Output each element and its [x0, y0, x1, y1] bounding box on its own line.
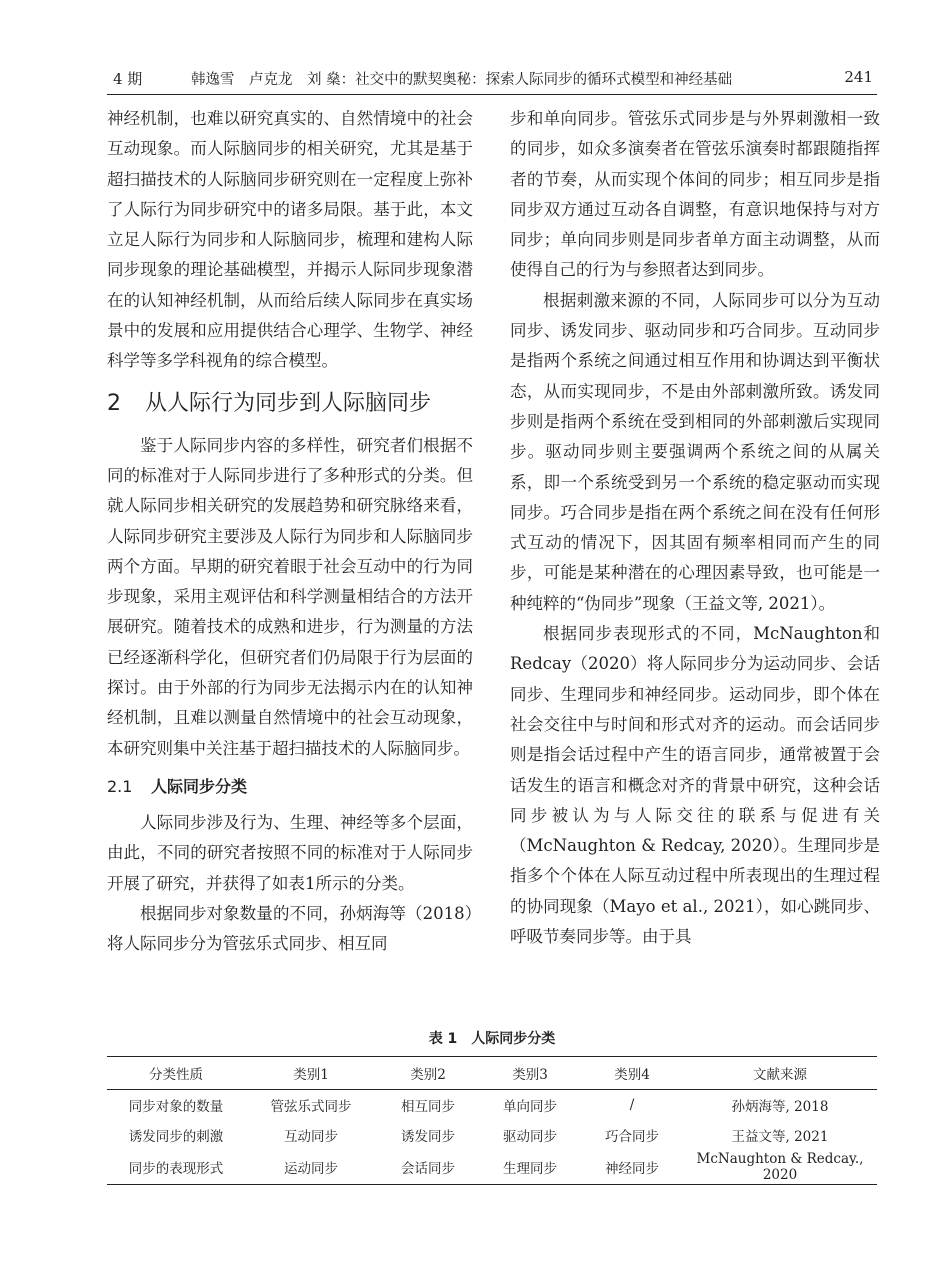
table-cell: 诱发同步: [401, 1129, 455, 1145]
table-cell: 会话同步: [377, 1150, 479, 1185]
table-header: 类别1: [245, 1057, 377, 1090]
subsection-number: 2.1: [107, 776, 133, 796]
table-header: 分类性质: [107, 1057, 245, 1090]
paragraph: 步和单向同步。管弦乐式同步是与外界刺激相一致的同步，如众多演奏者在管弦乐演奏时都跟随指挥者的节奏，从而实现个体间的同步；相互同步是指同步双方通过互动各自调整，有意识地保持与对方同步；单向同步则是同步者单方面主动调整，从而使得自己的行为与参照者达到同步。: [510, 109, 880, 280]
table-cell: 管弦乐式同步: [270, 1099, 352, 1115]
table-cell: 单向同步: [503, 1099, 557, 1115]
running-header: [107, 60, 877, 95]
table-cell: 同步的表现形式: [107, 1150, 245, 1185]
issue-number: 4 期: [113, 70, 143, 88]
subsection-heading: [107, 772, 473, 802]
table-header-row: [107, 1057, 877, 1090]
table-row: [107, 1090, 877, 1121]
table-header: 类别3: [479, 1057, 581, 1090]
table-header: 文献来源: [683, 1057, 877, 1090]
table-header: 类别4: [581, 1057, 683, 1090]
right-column: [510, 104, 880, 952]
table-cell: 同步对象的数量: [128, 1099, 224, 1115]
paragraph: 鉴于人际同步内容的多样性，研究者们根据不同的标准对于人际同步进行了多种形式的分类。但就人际同步相关研究的发展趋势和研究脉络来看，人际同步研究主要涉及人际行为同步和人际脑同步两个方面。早期的研究着眼于社会互动中的行为同步现象，采用主观评估和科学测量相结合的方法开展研究。随着技术的成熟和进步，行为测量的方法已经逐渐科学化，但研究者们仍局限于行为层面的探讨。由于外部的行为同步无法揭示内在的认知神经机制，且难以测量自然情境中的社会互动现象，本研究则集中关注基于超扫描技术的人际脑同步。: [107, 435, 473, 758]
paragraph: 根据刺激来源的不同，人际同步可以分为互动同步、诱发同步、驱动同步和巧合同步。互动同步是指两个系统之间通过相互作用和协调达到平衡状态，从而实现同步，不是由外部刺激所致。诱发同步则是指两个系统在受到相同的外部刺激后实现同步。驱动同步则主要强调两个系统之间的从属关系，即一个系统受到另一个系统的稳定驱动而实现同步。巧合同步是指在两个系统之间在没有任何形式互动的情况下，因其固有频率相同而产生的同步，可能是某种潜在的心理因素导致，也可能是一种纯粹的“伪同步”现象（王益文等, 2021）。: [510, 290, 880, 613]
paragraph: 神经机制，也难以研究真实的、自然情境中的社会互动现象。而人际脑同步的相关研究，尤其是基于超扫描技术的人际脑同步研究则在一定程度上弥补了人际行为同步研究中的诸多局限。基于此，本文立足人际行为同步和人际脑同步，梳理和建构人际同步现象的理论基础模型，并揭示人际同步现象潜在的认知神经机制，从而给后续人际同步在真实场景中的发展和应用提供结合心理学、生物学、神经科学等多学科视角的综合模型。: [107, 109, 473, 371]
table-cell: 巧合同步: [605, 1129, 659, 1145]
paragraph: 人际同步涉及行为、生理、神经等多个层面，由此，不同的研究者按照不同的标准对于人际同步开展了研究，并获得了如表1所示的分类。: [107, 812, 473, 893]
section-title: 从人际行为同步到人际脑同步: [145, 390, 432, 416]
table-cell: 相互同步: [401, 1099, 455, 1115]
classification-table: [107, 1056, 877, 1185]
left-column: [107, 104, 473, 959]
section-number: 2: [107, 390, 121, 416]
table-cell: /: [629, 1097, 635, 1113]
paragraph: 根据同步表现形式的不同，McNaughton和Redcay（2020）将人际同步分为运动同步、会话同步、生理同步和神经同步。运动同步，即个体在社会交往中与时间和形式对齐的运动。而会话同步则是指会话过程中产生的语言同步，通常被置于会话发生的语言和概念对齐的背景中研究，这种会话同步被认为与人际交往的联系与促进有关（McNaughton & Redcay, 2020）。生理同步是指多个个体在人际互动过程中所表现出的生理过程的协同现象（Mayo et al., 2021），如心跳同步、呼吸节奏同步等。由于具: [510, 624, 880, 947]
table-cell: 诱发同步的刺激: [128, 1129, 224, 1145]
table-cell: 孙炳海等, 2018: [731, 1099, 829, 1115]
section-heading: [107, 389, 473, 419]
paragraph: 根据同步对象数量的不同，孙炳海等（2018）将人际同步分为管弦乐式同步、相互同: [107, 903, 473, 954]
table-row: [107, 1120, 877, 1150]
running-title: 韩逸雪 卢克龙 刘 燊：社交中的默契奥秘：探索人际同步的循环式模型和神经基础: [191, 72, 733, 88]
table-cell: 驱动同步: [503, 1129, 557, 1145]
table-cell: 神经同步: [581, 1150, 683, 1185]
page-number: 241: [844, 68, 873, 86]
table-cell: 运动同步: [245, 1150, 377, 1185]
table-caption: 表 1 人际同步分类: [428, 1031, 556, 1047]
table-cell: McNaughton & Redcay., 2020: [683, 1150, 877, 1185]
table-cell: 王益文等, 2021: [731, 1129, 829, 1145]
table-row: [107, 1150, 877, 1185]
subsection-title: 人际同步分类: [151, 776, 248, 796]
table-header: 类别2: [377, 1057, 479, 1090]
table-cell: 互动同步: [284, 1129, 338, 1145]
table-cell: 生理同步: [479, 1150, 581, 1185]
